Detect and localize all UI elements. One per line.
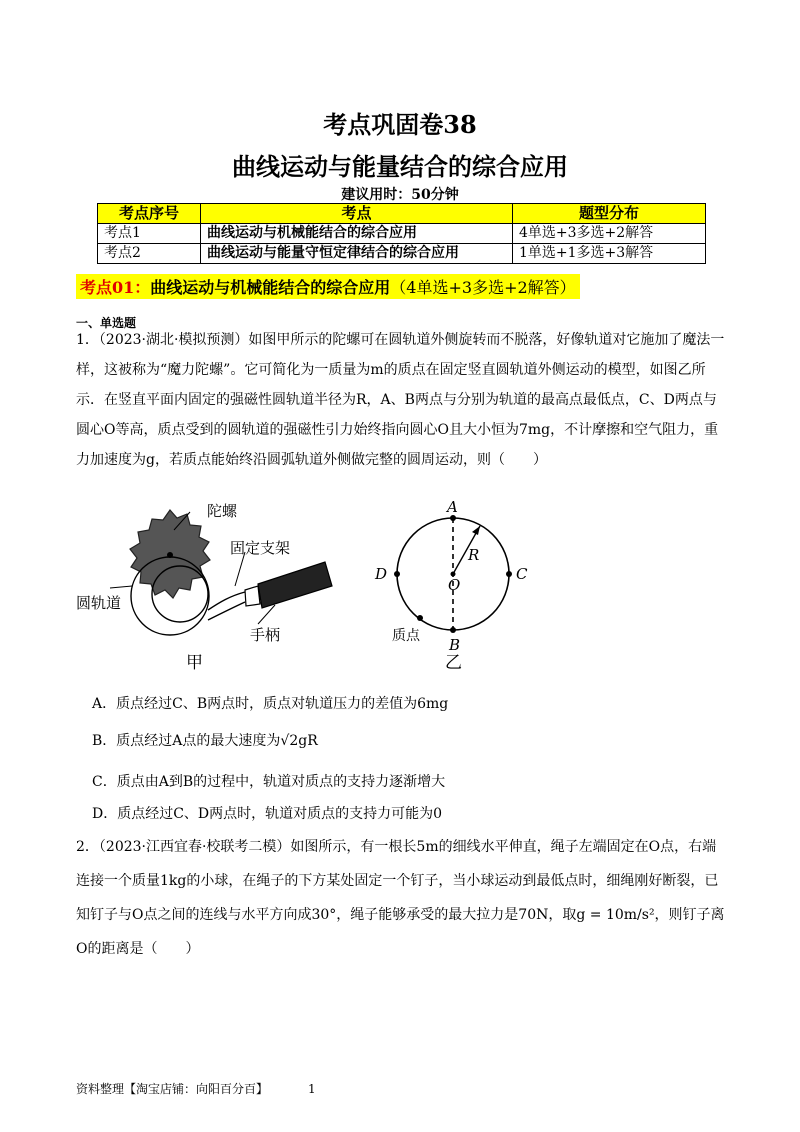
- point-d-dot: [394, 571, 400, 577]
- table-header: 考点: [201, 204, 513, 224]
- question-line: 知钉子与O点之间的连线与水平方向成30°，绳子能够承受的最大拉力是70N，取g = 10m/s²，则钉子离: [76, 907, 725, 923]
- kaodian-topic: 曲线运动与机械能结合的综合应用: [150, 278, 391, 297]
- mass-point-dot: [417, 615, 423, 621]
- point-c-dot: [506, 571, 512, 577]
- kaodian-label: 考点01：: [80, 278, 151, 297]
- table-row: [98, 244, 706, 264]
- label-bracket: 固定支架: [230, 540, 291, 557]
- label-yi: 乙: [445, 653, 462, 670]
- handle-shape: [258, 562, 332, 608]
- table-cell: 考点2: [98, 244, 201, 264]
- table-header-row: [98, 204, 706, 224]
- bracket-joint: [245, 586, 260, 606]
- table-cell: 1单选+1多选+3解答: [513, 244, 706, 264]
- question-line: 力加速度为g，若质点能始终沿圆弧轨道外侧做完整的圆周运动，则（ ）: [76, 452, 547, 468]
- option-b: B．质点经过A点的最大速度为√2gR: [92, 733, 318, 749]
- table-cell: 曲线运动与机械能结合的综合应用: [201, 224, 513, 244]
- leader-handle: [258, 605, 275, 624]
- label-d: D: [375, 565, 388, 583]
- radius-arrowhead: [472, 526, 480, 535]
- table-row: [98, 224, 706, 244]
- point-b-dot: [450, 627, 456, 633]
- label-r: R: [468, 546, 480, 564]
- question-line: 样，这被称为“魔力陀螺”。它可简化为一质量为m的质点在固定竖直圆轨道外侧运动的模型，如图乙所: [76, 362, 706, 378]
- label-handle: 手柄: [250, 627, 281, 644]
- label-a: A: [447, 498, 458, 516]
- figure-jia: [76, 503, 332, 670]
- question-line: 连接一个质量1kg的小球，在绳子的下方某处固定一个钉子，当小球运动到最低点时，细绳刚好断裂，已: [76, 873, 719, 889]
- question-2: [76, 830, 726, 966]
- option-d: D．质点经过C、D两点时，轨道对质点的支持力可能为0: [92, 806, 443, 822]
- table-cell: 考点1: [98, 224, 201, 244]
- kaodian-dist: （4单选+3多选+2解答）: [390, 278, 576, 297]
- table-cell: 曲线运动与能量守恒定律结合的综合应用: [201, 244, 513, 264]
- label-jia: 甲: [186, 653, 203, 670]
- question-line: 2．（2023·江西宜春·校联考二模）如图所示，有一根长5m的细线水平伸直，绳子左端固定在O点，右端: [76, 839, 717, 855]
- kaodian-banner: [76, 274, 580, 299]
- question-line: O的距离是（ ）: [76, 941, 200, 957]
- page-title: 考点巩固卷38: [323, 110, 477, 139]
- question-1-figure: [70, 490, 590, 670]
- label-track: 圆轨道: [76, 595, 122, 612]
- page-number: 1: [308, 1082, 316, 1096]
- table-header: 考点序号: [98, 204, 201, 224]
- page-footer: [76, 1080, 316, 1097]
- bracket-line-2: [208, 602, 245, 620]
- bracket-line: [208, 592, 245, 610]
- leader-bracket: [235, 552, 245, 586]
- footer-text: 资料整理【淘宝店铺：向阳百分百】: [76, 1082, 269, 1096]
- question-line: 示．在竖直平面内固定的强磁性圆轨道半径为R，A、B两点与分别为轨道的最高点最低点，C、D两点与: [76, 392, 717, 408]
- question-line: 1．（2023·湖北·模拟预测）如图甲所示的陀螺可在圆轨道外侧旋转而不脱落，好像轨道对它施加了魔法一: [76, 332, 725, 348]
- label-o: O: [448, 576, 461, 594]
- figure-yi: [374, 498, 528, 670]
- label-mass-point: 质点: [392, 627, 420, 643]
- question-1: [76, 325, 726, 475]
- table-header: 题型分布: [513, 204, 706, 224]
- label-b: B: [449, 636, 461, 654]
- table-cell: 4单选+3多选+2解答: [513, 224, 706, 244]
- suggested-time: 建议用时：50分钟: [341, 187, 459, 203]
- label-c: C: [516, 565, 528, 583]
- topic-distribution-table: [97, 203, 706, 264]
- question-line: 圆心O等高，质点受到的圆轨道的强磁性引力始终指向圆心O且大小恒为7mg，不计摩擦和空气阻力，重: [76, 422, 719, 438]
- section-heading: 一、单选题: [76, 316, 137, 330]
- option-c: C．质点由A到B的过程中，轨道对质点的支持力逐渐增大: [92, 774, 446, 790]
- leader-track: [110, 586, 132, 588]
- page-subtitle: 曲线运动与能量结合的综合应用: [232, 152, 568, 181]
- option-a: A．质点经过C、B两点时，质点对轨道压力的差值为6mg: [92, 696, 449, 712]
- label-gyro: 陀螺: [207, 503, 238, 520]
